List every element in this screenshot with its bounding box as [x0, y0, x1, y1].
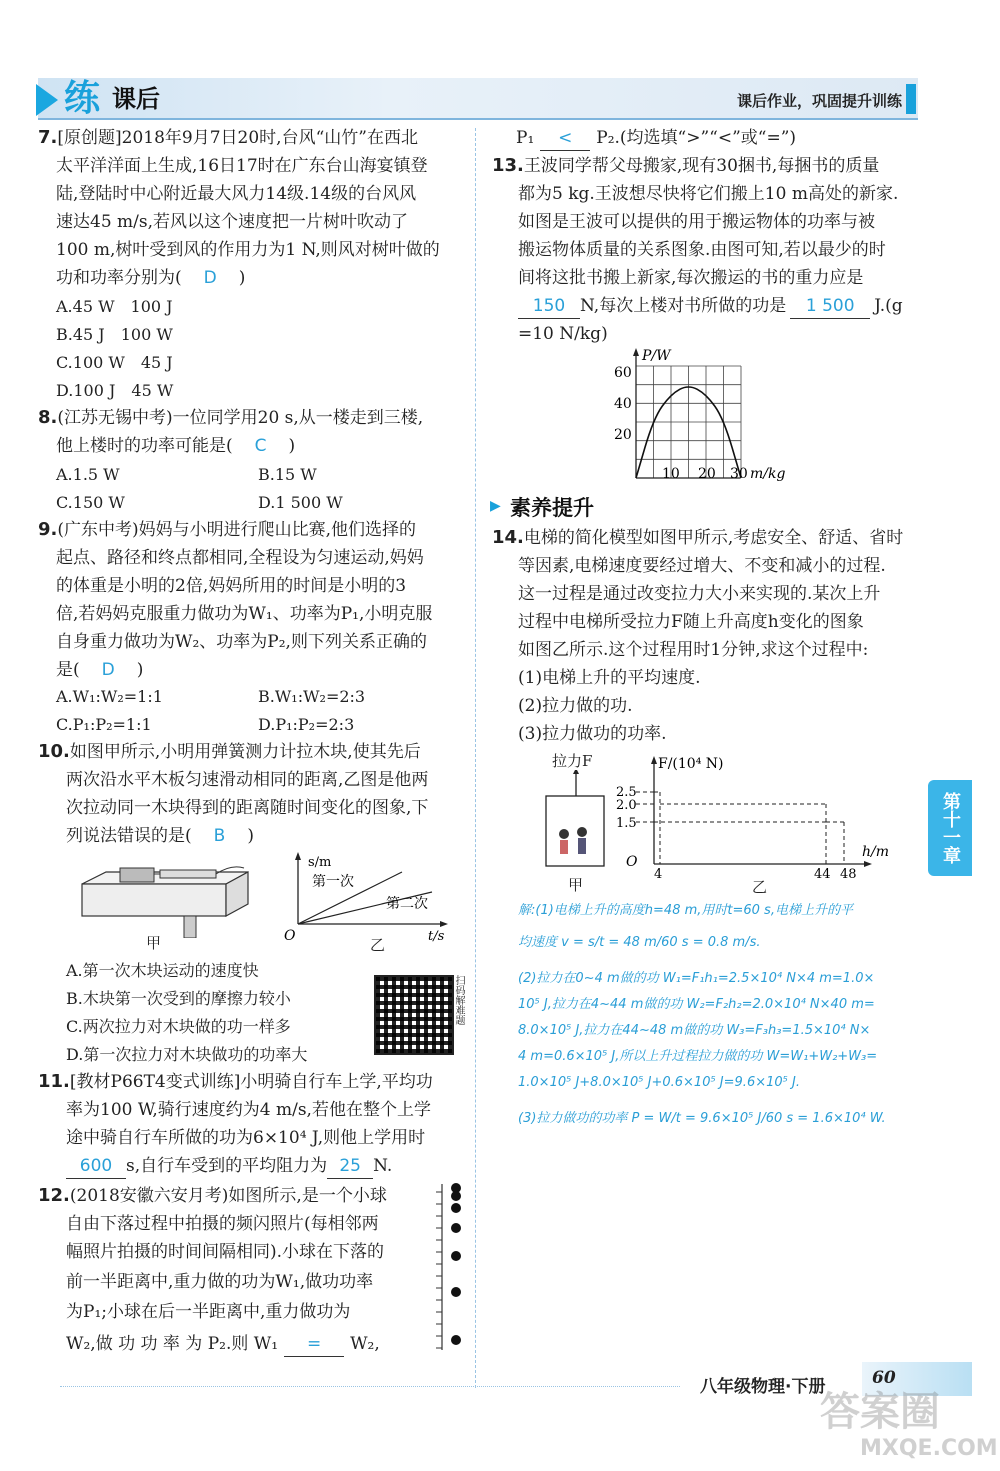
- question-text: P₂.(均选填“>”“<”或“=”): [596, 128, 797, 148]
- x-axis-label: m/kg: [750, 466, 786, 482]
- question-number: 13.: [492, 155, 524, 176]
- q12-continuation: [516, 126, 796, 151]
- question-text: 如图甲所示,小明用弹簧测力计拉木块,使其先后: [69, 742, 421, 762]
- y-axis-label: s/m: [308, 855, 332, 870]
- question-text: 过程中电梯所受拉力F随上升高度h变化的图象: [518, 612, 864, 632]
- option: D.P₁:P₂=2:3: [258, 715, 355, 734]
- paren: ): [136, 660, 144, 680]
- figure-label: 乙: [752, 878, 768, 896]
- question-text: N,每次上楼对书所做的功是: [580, 296, 787, 316]
- question-text: (广东中考)妈妈与小明进行爬山比赛,他们选择的: [57, 520, 417, 540]
- question-text: 是(: [56, 660, 80, 680]
- answer-blank: 150: [518, 294, 580, 319]
- chapter-tab[interactable]: 第十一章: [928, 780, 972, 876]
- question-text: 100 m,树叶受到风的作用力为1 N,则风对树叶做的: [56, 240, 440, 260]
- answer-blank: 25: [327, 1154, 373, 1179]
- watermark-url: MXQE.COM: [860, 1436, 998, 1461]
- paren: ): [238, 268, 246, 288]
- y-tick-label: 2.5: [616, 785, 637, 800]
- option: B.15 W: [258, 465, 317, 484]
- option: B.W₁:W₂=2:3: [258, 687, 366, 706]
- answer-blank: 600: [66, 1154, 126, 1179]
- question-text: 为P₁;小球在后一半距离中,重力做功为: [66, 1302, 351, 1322]
- question-text: 等因素,电梯速度要经过增大、不变和减小的过程.: [518, 556, 886, 576]
- question-text: 两次沿水平木板匀速滑动相同的距离,乙图是他两: [66, 770, 429, 790]
- play-arrow-icon: [36, 84, 58, 116]
- question-text: 列说法错误的是(: [66, 826, 192, 846]
- column-divider: [475, 128, 476, 1388]
- x-tick-label: 48: [840, 867, 857, 882]
- question-text: (2)拉力做的功.: [518, 696, 633, 716]
- watermark-logo: 答案圈: [820, 1389, 940, 1435]
- y-axis-label: P/W: [642, 348, 671, 364]
- question-text: 前一半距离中,重力做的功为W₁,做功功率: [66, 1272, 374, 1292]
- option: D.第一次拉力对木块做功的功率大: [66, 1045, 308, 1064]
- x-tick-label: 30: [730, 466, 748, 482]
- origin-label: O: [284, 928, 296, 944]
- option: C.P₁:P₂=1:1: [56, 715, 152, 734]
- answer-blank: <: [540, 126, 590, 151]
- y-axis-label: F/(10⁴ N): [658, 756, 724, 772]
- x-axis-label: h/m: [862, 844, 890, 860]
- header-icon-char: 练: [64, 77, 101, 119]
- section-title: 素养提升: [510, 496, 594, 520]
- origin-label: O: [626, 854, 638, 870]
- question-text: (2018安徽六安月考)如图所示,是一个小球: [69, 1186, 387, 1206]
- header-title: 课后: [112, 85, 160, 113]
- s-t-graph: [282, 852, 452, 950]
- question-number: 12.: [38, 1185, 70, 1206]
- falling-ball-strobe-figure: [428, 1182, 468, 1354]
- question-text: 幅照片拍摄的时间间隔相同).小球在下落的: [66, 1242, 385, 1262]
- question-text: [原创题]2018年9月7日20时,台风“山竹”在西北: [57, 128, 418, 148]
- y-tick-label: 40: [614, 396, 632, 412]
- option: B.45 J 100 W: [56, 325, 173, 344]
- section-arrows-icon: ▶: [490, 498, 501, 514]
- figure-label: 甲: [146, 934, 162, 952]
- question-text: 率为100 W,骑行速度约为4 m/s,若他在整个上学: [66, 1100, 431, 1120]
- question-text: (3)拉力做功的功率.: [518, 724, 667, 744]
- x-tick-label: 20: [698, 466, 716, 482]
- y-tick-label: 20: [614, 427, 632, 443]
- question-text: =10 N/kg): [518, 324, 608, 344]
- solution-line: (3)拉力做功的功率 P = W/t = 9.6×10⁵ J/60 s = 1.6×10⁴ W.: [518, 1111, 886, 1126]
- option: C.两次拉力对木块做的功一样多: [66, 1017, 291, 1036]
- answer-blank: 1 500: [790, 294, 870, 319]
- question-text: 功和功率分别为(: [56, 268, 182, 288]
- question-text: 自由下落过程中拍摄的频闪照片(每相邻两: [66, 1214, 379, 1234]
- question-text: 如图是王波可以提供的用于搬运物体的功率与被: [518, 212, 875, 232]
- force-height-graph: [614, 752, 904, 882]
- question-text: 这一过程是通过改变拉力大小来实现的.某次上升: [518, 584, 881, 604]
- qr-code-icon[interactable]: [374, 975, 454, 1055]
- option: A.第一次木块运动的速度快: [66, 961, 259, 980]
- power-mass-chart: [600, 346, 800, 488]
- question-text: 的体重是小明的2倍,妈妈所用的时间是小明的3: [56, 576, 407, 596]
- question-text: 搬运物体质量的关系图象.由图可知,若以最少的时: [518, 240, 886, 260]
- question-text: P₁: [516, 128, 535, 148]
- question-number: 8.: [38, 407, 58, 428]
- option: A.W₁:W₂=1:1: [56, 687, 163, 706]
- solution-line: 10⁵ J,拉力在4~44 m做的功 W₂=F₂h₂=2.0×10⁴ N×40 m=: [518, 997, 875, 1012]
- answer: B: [213, 826, 226, 846]
- question-text: W₂,做 功 功 率 为 P₂.则 W₁: [66, 1334, 279, 1354]
- option: A.45 W 100 J: [56, 297, 173, 316]
- solution-line: 1.0×10⁵ J+8.0×10⁵ J+0.6×10⁵ J=9.6×10⁵ J.: [518, 1075, 800, 1090]
- x-axis-label: t/s: [428, 929, 445, 944]
- header-subtitle: 课后作业，巩固提升训练: [736, 92, 902, 110]
- question-text: s,自行车受到的平均阻力为: [126, 1156, 328, 1176]
- question-text: N.: [373, 1156, 393, 1176]
- option: A.1.5 W: [56, 465, 120, 484]
- question-text: 间将这批书搬上新家,每次搬运的书的重力应是: [518, 268, 864, 288]
- question-text: 电梯的简化模型如图甲所示,考虑安全、舒适、省时: [523, 528, 904, 548]
- x-tick-label: 44: [814, 867, 831, 882]
- question-number: 14.: [492, 527, 524, 548]
- line-label-2: 第二次: [386, 896, 428, 912]
- qr-label: 扫码解难题: [453, 975, 464, 1025]
- solution-line: 解:(1)电梯上升的高度h=48 m,用时t=60 s,电梯上升的平: [518, 903, 853, 918]
- option: C.150 W: [56, 493, 125, 512]
- question-text: 他上楼时的功率可能是(: [56, 436, 233, 456]
- question-text: 自身重力做功为W₂、功率为P₂,则下列关系正确的: [56, 632, 427, 652]
- question-text: 如图乙所示.这个过程用时1分钟,求这个过程中:: [518, 640, 869, 660]
- y-tick-label: 2.0: [616, 798, 637, 813]
- question-number: 7.: [38, 127, 58, 148]
- question-text: 王波同学帮父母搬家,现有30捆书,每捆书的质量: [523, 156, 880, 176]
- x-tick-label: 4: [654, 867, 663, 882]
- header-accent-bar: [906, 84, 916, 114]
- paren: ): [288, 436, 296, 456]
- question-text: W₂,: [350, 1334, 380, 1354]
- question-text: [教材P66T4变式训练]小明骑自行车上学,平均功: [69, 1072, 433, 1092]
- solution-line: 均速度 v = s/t = 48 m/60 s = 0.8 m/s.: [518, 935, 761, 950]
- spring-scale-figure: [76, 858, 256, 938]
- question-text: 倍,若妈妈克服重力做功为W₁、功率为P₁,小明克服: [56, 604, 433, 624]
- figure-label: 甲: [568, 876, 584, 894]
- answer: C: [254, 436, 267, 456]
- question-text: 起点、路径和终点都相同,全程设为匀速运动,妈妈: [56, 548, 424, 568]
- question-text: J.(g: [874, 296, 903, 316]
- question-text: 次拉动同一木块得到的距离随时间变化的图象,下: [66, 798, 429, 818]
- line-label-1: 第一次: [312, 874, 354, 890]
- solution-line: 4 m=0.6×10⁵ J,所以上升过程拉力做的功 W=W₁+W₂+W₃=: [518, 1049, 878, 1064]
- question-text: 速达45 m/s,若风以这个速度把一片树叶吹动了: [56, 212, 409, 232]
- elevator-figure: [540, 770, 610, 870]
- answer-blank: =: [284, 1332, 344, 1357]
- question-number: 10.: [38, 741, 70, 762]
- question-text: 太平洋洋面上生成,16日17时在广东台山海宴镇登: [56, 156, 428, 176]
- option: B.木块第一次受到的摩擦力较小: [66, 989, 291, 1008]
- x-tick-label: 10: [662, 466, 680, 482]
- solution-line: (2)拉力在0~4 m做的功 W₁=F₁h₁=2.5×10⁴ N×4 m=1.0×: [518, 971, 875, 986]
- question-text: (1)电梯上升的平均速度.: [518, 668, 701, 688]
- paren: ): [247, 826, 254, 846]
- question-number: 11.: [38, 1071, 70, 1092]
- figure-label: 乙: [370, 936, 386, 954]
- answer: D: [101, 660, 115, 680]
- option: D.100 J 45 W: [56, 381, 174, 400]
- option: C.100 W 45 J: [56, 353, 173, 372]
- answer: D: [203, 268, 217, 288]
- question-text: 陆,登陆时中心附近最大风力14级.14级的台风风: [56, 184, 417, 204]
- question-text: (江苏无锡中考)一位同学用20 s,从一楼走到三楼,: [57, 408, 424, 428]
- option: D.1 500 W: [258, 493, 343, 512]
- page-number: 60: [872, 1368, 896, 1388]
- y-tick-label: 1.5: [616, 816, 637, 831]
- footer-book-title: 八年级物理·下册: [700, 1377, 826, 1397]
- question-text: 途中骑自行车所做的功为6×10⁴ J,则他上学用时: [66, 1128, 426, 1148]
- question-text: 都为5 kg.王波想尽快将它们搬上10 m高处的新家.: [518, 184, 899, 204]
- elevator-force-label: 拉力F: [552, 752, 593, 770]
- y-tick-label: 60: [614, 365, 632, 381]
- question-number: 9.: [38, 519, 58, 540]
- solution-line: 8.0×10⁵ J,拉力在44~48 m做的功 W₃=F₃h₃=1.5×10⁴ N×: [518, 1023, 871, 1038]
- footer-divider: [60, 1386, 680, 1387]
